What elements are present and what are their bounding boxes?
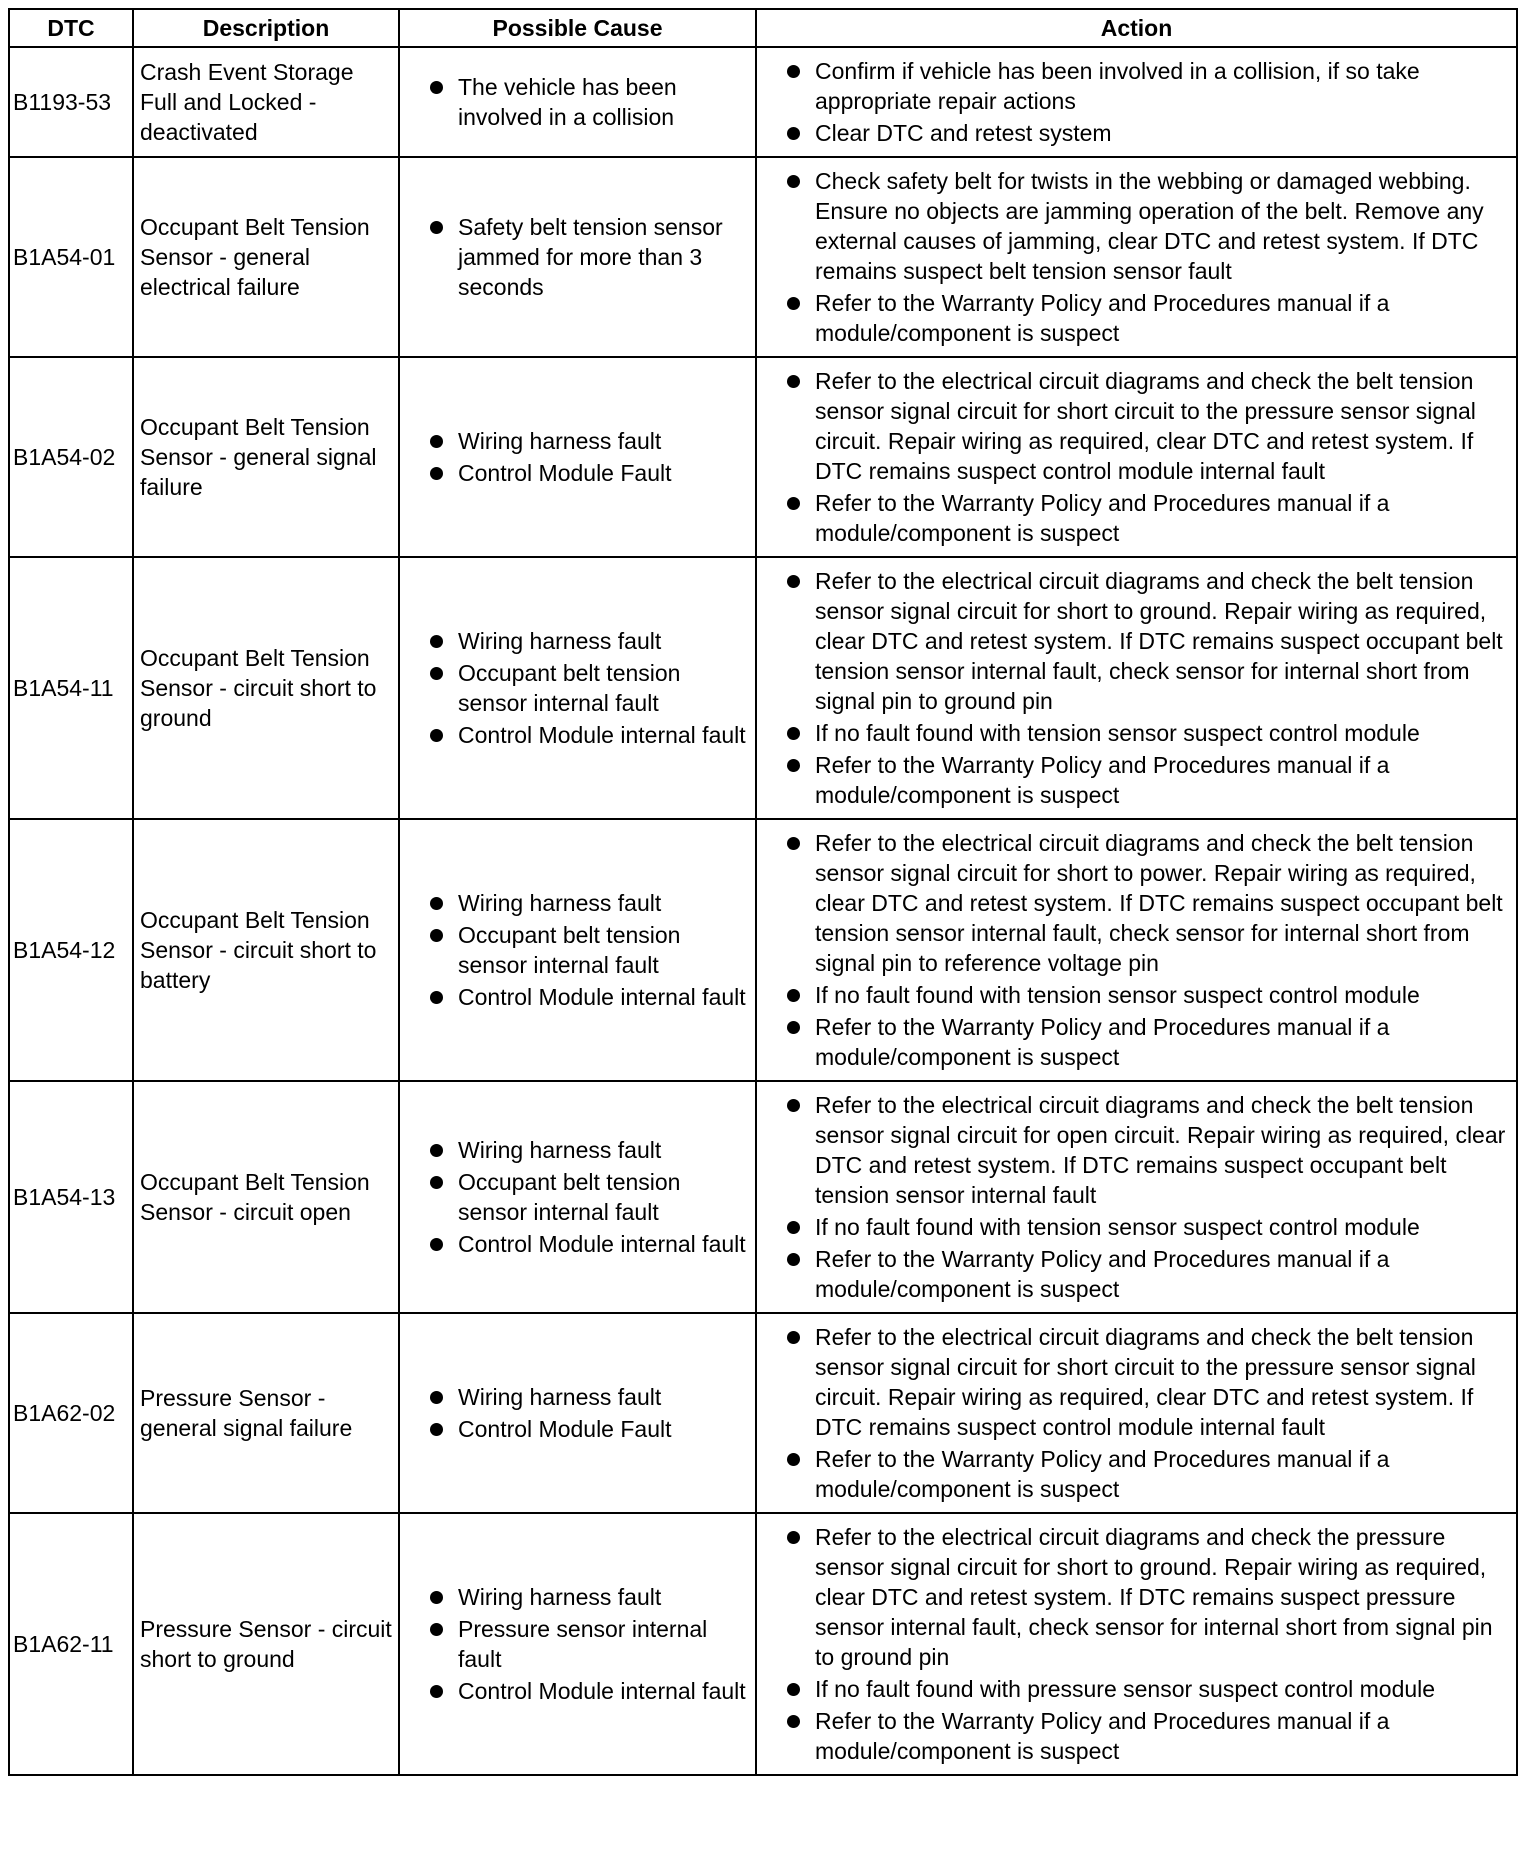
action-item: Refer to the Warranty Policy and Procedures manual if a module/component is suspect bbox=[787, 288, 1508, 348]
possible-cause-cell bbox=[399, 357, 756, 557]
possible-cause-item: The vehicle has been involved in a collision bbox=[430, 72, 749, 132]
possible-cause-cell bbox=[399, 1081, 756, 1313]
possible-cause-item: Control Module internal fault bbox=[430, 982, 749, 1012]
possible-cause-list bbox=[430, 72, 749, 132]
action-item: Refer to the electrical circuit diagrams and check the belt tension sensor signal circuit for short circuit to the pressure sensor signal circuit. Repair wiring as required, clear DTC and retest system. If DTC remains suspect control module internal fault bbox=[787, 366, 1508, 486]
possible-cause-item: Wiring harness fault bbox=[430, 1135, 749, 1165]
possible-cause-item: Control Module Fault bbox=[430, 458, 749, 488]
dtc-table bbox=[8, 8, 1518, 1776]
possible-cause-item: Control Module Fault bbox=[430, 1414, 749, 1444]
action-item: Confirm if vehicle has been involved in a collision, if so take appropriate repair actions bbox=[787, 56, 1508, 116]
action-item: If no fault found with pressure sensor suspect control module bbox=[787, 1674, 1508, 1704]
action-cell bbox=[756, 157, 1517, 357]
possible-cause-list bbox=[430, 426, 749, 488]
possible-cause-item: Wiring harness fault bbox=[430, 626, 749, 656]
dtc-description: Occupant Belt Tension Sensor - general signal failure bbox=[133, 357, 399, 557]
table-body bbox=[9, 47, 1517, 1775]
dtc-code: B1A54-12 bbox=[9, 819, 133, 1081]
action-cell bbox=[756, 47, 1517, 157]
action-list bbox=[787, 56, 1508, 148]
possible-cause-list bbox=[430, 1582, 749, 1706]
header-row bbox=[9, 9, 1517, 47]
possible-cause-item: Safety belt tension sensor jammed for more than 3 seconds bbox=[430, 212, 749, 302]
action-item: If no fault found with tension sensor suspect control module bbox=[787, 718, 1508, 748]
dtc-code: B1A54-11 bbox=[9, 557, 133, 819]
dtc-description: Pressure Sensor - circuit short to ground bbox=[133, 1513, 399, 1775]
action-cell bbox=[756, 1513, 1517, 1775]
header-possible-cause: Possible Cause bbox=[399, 9, 756, 47]
possible-cause-item: Occupant belt tension sensor internal fault bbox=[430, 1167, 749, 1227]
table-row bbox=[9, 1081, 1517, 1313]
possible-cause-item: Wiring harness fault bbox=[430, 1382, 749, 1412]
action-item: Clear DTC and retest system bbox=[787, 118, 1508, 148]
dtc-code: B1193-53 bbox=[9, 47, 133, 157]
action-list bbox=[787, 366, 1508, 548]
action-item: Refer to the electrical circuit diagrams and check the belt tension sensor signal circuit for short to ground. Repair wiring as required, clear DTC and retest system. If DTC remains suspect occupant belt tension sensor internal fault, check sensor for internal short from signal pin to ground pin bbox=[787, 566, 1508, 716]
action-list bbox=[787, 1322, 1508, 1504]
action-list bbox=[787, 1522, 1508, 1766]
possible-cause-cell bbox=[399, 157, 756, 357]
table-row bbox=[9, 557, 1517, 819]
action-item: Refer to the electrical circuit diagrams and check the belt tension sensor signal circuit for short circuit to the pressure sensor signal circuit. Repair wiring as required, clear DTC and retest system. If DTC remains suspect control module internal fault bbox=[787, 1322, 1508, 1442]
possible-cause-item: Wiring harness fault bbox=[430, 888, 749, 918]
action-item: Refer to the electrical circuit diagrams and check the belt tension sensor signal circuit for short to power. Repair wiring as required, clear DTC and retest system. If DTC remains suspect occupant belt tension sensor internal fault, check sensor for internal short from signal pin to reference voltage pin bbox=[787, 828, 1508, 978]
possible-cause-cell bbox=[399, 819, 756, 1081]
action-item: If no fault found with tension sensor suspect control module bbox=[787, 980, 1508, 1010]
action-item: Refer to the Warranty Policy and Procedures manual if a module/component is suspect bbox=[787, 1012, 1508, 1072]
action-item: Refer to the Warranty Policy and Procedures manual if a module/component is suspect bbox=[787, 488, 1508, 548]
action-list bbox=[787, 1090, 1508, 1304]
action-cell bbox=[756, 819, 1517, 1081]
dtc-description: Crash Event Storage Full and Locked - deactivated bbox=[133, 47, 399, 157]
header-description: Description bbox=[133, 9, 399, 47]
dtc-description: Pressure Sensor - general signal failure bbox=[133, 1313, 399, 1513]
possible-cause-list bbox=[430, 1135, 749, 1259]
possible-cause-item: Control Module internal fault bbox=[430, 1229, 749, 1259]
possible-cause-item: Pressure sensor internal fault bbox=[430, 1614, 749, 1674]
dtc-code: B1A54-01 bbox=[9, 157, 133, 357]
dtc-code: B1A54-13 bbox=[9, 1081, 133, 1313]
possible-cause-list bbox=[430, 888, 749, 1012]
action-item: Refer to the Warranty Policy and Procedures manual if a module/component is suspect bbox=[787, 750, 1508, 810]
table-row bbox=[9, 1313, 1517, 1513]
table-row bbox=[9, 157, 1517, 357]
possible-cause-cell bbox=[399, 1513, 756, 1775]
table-row bbox=[9, 357, 1517, 557]
action-cell bbox=[756, 1313, 1517, 1513]
possible-cause-item: Occupant belt tension sensor internal fault bbox=[430, 658, 749, 718]
dtc-description: Occupant Belt Tension Sensor - circuit short to battery bbox=[133, 819, 399, 1081]
header-action: Action bbox=[756, 9, 1517, 47]
possible-cause-item: Occupant belt tension sensor internal fault bbox=[430, 920, 749, 980]
dtc-description: Occupant Belt Tension Sensor - circuit open bbox=[133, 1081, 399, 1313]
dtc-code: B1A62-02 bbox=[9, 1313, 133, 1513]
action-item: Refer to the Warranty Policy and Procedures manual if a module/component is suspect bbox=[787, 1706, 1508, 1766]
possible-cause-cell bbox=[399, 1313, 756, 1513]
action-item: If no fault found with tension sensor suspect control module bbox=[787, 1212, 1508, 1242]
possible-cause-list bbox=[430, 1382, 749, 1444]
table-row bbox=[9, 47, 1517, 157]
action-item: Check safety belt for twists in the webbing or damaged webbing. Ensure no objects are jamming operation of the belt. Remove any external causes of jamming, clear DTC and retest system. If DTC remains suspect belt tension sensor fault bbox=[787, 166, 1508, 286]
header-dtc: DTC bbox=[9, 9, 133, 47]
possible-cause-item: Control Module internal fault bbox=[430, 720, 749, 750]
possible-cause-list bbox=[430, 212, 749, 302]
possible-cause-item: Wiring harness fault bbox=[430, 1582, 749, 1612]
action-cell bbox=[756, 557, 1517, 819]
dtc-code: B1A54-02 bbox=[9, 357, 133, 557]
possible-cause-item: Control Module internal fault bbox=[430, 1676, 749, 1706]
possible-cause-list bbox=[430, 626, 749, 750]
action-item: Refer to the electrical circuit diagrams and check the belt tension sensor signal circuit for open circuit. Repair wiring as required, clear DTC and retest system. If DTC remains suspect occupant belt tension sensor internal fault bbox=[787, 1090, 1508, 1210]
table-row bbox=[9, 819, 1517, 1081]
action-cell bbox=[756, 1081, 1517, 1313]
dtc-description: Occupant Belt Tension Sensor - general electrical failure bbox=[133, 157, 399, 357]
dtc-description: Occupant Belt Tension Sensor - circuit short to ground bbox=[133, 557, 399, 819]
action-cell bbox=[756, 357, 1517, 557]
action-item: Refer to the Warranty Policy and Procedures manual if a module/component is suspect bbox=[787, 1244, 1508, 1304]
table-row bbox=[9, 1513, 1517, 1775]
possible-cause-cell bbox=[399, 557, 756, 819]
action-list bbox=[787, 828, 1508, 1072]
dtc-document bbox=[8, 8, 1518, 1776]
action-list bbox=[787, 166, 1508, 348]
action-item: Refer to the electrical circuit diagrams and check the pressure sensor signal circuit for short to ground. Repair wiring as required, clear DTC and retest system. If DTC remains suspect pressure sensor internal fault, check sensor for internal short from signal pin to ground pin bbox=[787, 1522, 1508, 1672]
action-item: Refer to the Warranty Policy and Procedures manual if a module/component is suspect bbox=[787, 1444, 1508, 1504]
dtc-code: B1A62-11 bbox=[9, 1513, 133, 1775]
action-list bbox=[787, 566, 1508, 810]
possible-cause-cell bbox=[399, 47, 756, 157]
possible-cause-item: Wiring harness fault bbox=[430, 426, 749, 456]
